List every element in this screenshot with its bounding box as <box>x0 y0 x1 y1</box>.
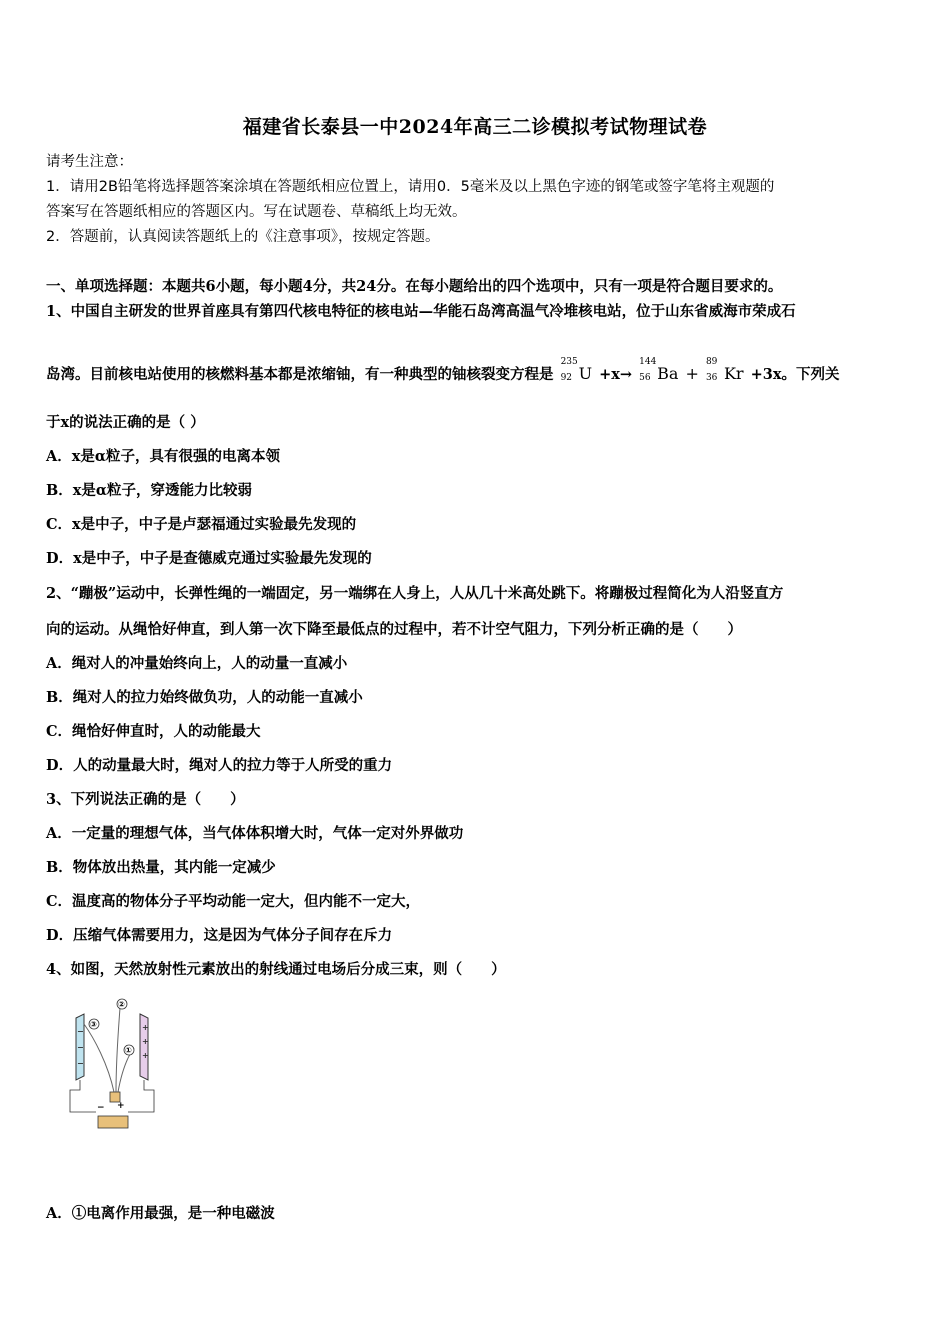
ray-2 <box>116 1008 120 1092</box>
q3-option-b: B．物体放出热量，其内能一定减少 <box>46 859 276 876</box>
uranium-nuclide <box>560 357 593 384</box>
barium-nuclide <box>639 357 679 384</box>
q3-option-d: D．压缩气体需要用力，这是因为气体分子间存在斥力 <box>46 927 393 944</box>
uranium-symbol: U <box>578 364 593 383</box>
q2-option-b: B．绳对人的拉力始终做负功，人的动能一直减小 <box>46 689 363 706</box>
question-2-text-cont: 向的运动。从绳恰好伸直，到人第一次下降至最低点的过程中，若不计空气阻力，下列分析正确的是（ ） <box>46 621 742 638</box>
question-4-text: 4、如图，天然放射性元素放出的射线通过电场后分成三束，则（ ） <box>46 961 506 978</box>
wire-left <box>70 1080 96 1112</box>
battery-plus: + <box>117 1101 125 1111</box>
q3-option-a: A．一定量的理想气体，当气体体积增大时，气体一定对外界做功 <box>46 825 464 842</box>
question-1-equation-line <box>46 357 840 385</box>
eq-plus-x-arrow: +x→ <box>599 366 633 383</box>
q1-option-a: A．x是α粒子，具有很强的电离本领 <box>46 448 281 465</box>
notice-item-2: 2．答题前，认真阅读答题纸上的《注意事项》，按规定答题。 <box>46 229 440 245</box>
question-1-text: 1、中国自主研发的世界首座具有第四代核电特征的核电站—华能石岛湾高温气冷堆核电站，位于山东省威海市荣成石 <box>46 303 796 320</box>
q3-option-c: C．温度高的物体分子平均动能一定大，但内能不一定大， <box>46 893 421 910</box>
plate-plus-2: + <box>142 1037 149 1046</box>
ray-label-3: ③ <box>90 1020 97 1029</box>
wire-right <box>128 1080 154 1112</box>
question-1-text-cont: 岛湾。目前核电站使用的核燃料基本都是浓缩铀，有一种典型的铀核裂变方程是 <box>46 366 554 383</box>
notice-heading: 请考生注意： <box>46 154 133 170</box>
q1-option-b: B．x是α粒子，穿透能力比较弱 <box>46 482 253 499</box>
ray-label-1: ① <box>125 1046 132 1055</box>
q4-option-a: A．①电离作用最强，是一种电磁波 <box>46 1205 275 1222</box>
uranium-mass: 235 <box>560 357 578 367</box>
plate-plus-1: + <box>142 1023 149 1032</box>
battery-minus: − <box>97 1103 105 1113</box>
barium-symbol: Ba <box>657 364 679 383</box>
plate-plus-3: + <box>142 1051 149 1060</box>
plate-minus-1: − <box>77 1027 84 1036</box>
barium-mass: 144 <box>639 357 657 367</box>
krypton-nuclide <box>705 357 744 384</box>
eq-plus: + <box>685 364 699 383</box>
plate-minus-3: − <box>77 1059 84 1068</box>
battery <box>98 1116 128 1128</box>
page-title: 福建省长泰县一中2024年高三二诊模拟考试物理试卷 <box>242 116 708 138</box>
barium-charge: 56 <box>639 373 651 383</box>
q1-option-c: C．x是中子，中子是卢瑟福通过实验最先发现的 <box>46 516 357 533</box>
q2-option-c: C．绳恰好伸直时，人的动能最大 <box>46 723 261 740</box>
q2-option-d: D．人的动量最大时，绳对人的拉力等于人所受的重力 <box>46 757 393 774</box>
question-1-text-end: 于x的说法正确的是（ ） <box>46 414 205 431</box>
plate-minus-2: − <box>77 1043 84 1052</box>
notice-item-1-cont: 答案写在答题纸相应的答题区内。写在试题卷、草稿纸上均无效。 <box>46 204 467 220</box>
q2-option-a: A．绳对人的冲量始终向上，人的动量一直减小 <box>46 655 348 672</box>
radiation-field-diagram <box>62 994 172 1134</box>
ray-label-2: ② <box>118 1000 125 1009</box>
notice-item-1: 1．请用2B铅笔将选择题答案涂填在答题纸相应位置上，请用0．5毫米及以上黑色字迹的钢笔或签字笔将主观题的 <box>46 179 775 195</box>
eq-tail: +3x。下列关 <box>750 366 840 383</box>
krypton-charge: 36 <box>705 373 718 383</box>
q1-option-d: D．x是中子，中子是查德威克通过实验最先发现的 <box>46 550 372 567</box>
question-3-text: 3、下列说法正确的是（ ） <box>46 791 245 808</box>
uranium-charge: 92 <box>560 373 573 383</box>
section-heading: 一、单项选择题：本题共6小题，每小题4分，共24分。在每小题给出的四个选项中，只有一项是符合题目要求的。 <box>46 278 783 295</box>
question-2-text: 2、“蹦极”运动中，长弹性绳的一端固定，另一端绑在人身上，人从几十米高处跳下。将蹦极过程简化为人沿竖直方 <box>46 585 784 602</box>
krypton-mass: 89 <box>705 357 718 367</box>
ray-3 <box>84 1024 114 1092</box>
krypton-symbol: Kr <box>723 364 744 383</box>
